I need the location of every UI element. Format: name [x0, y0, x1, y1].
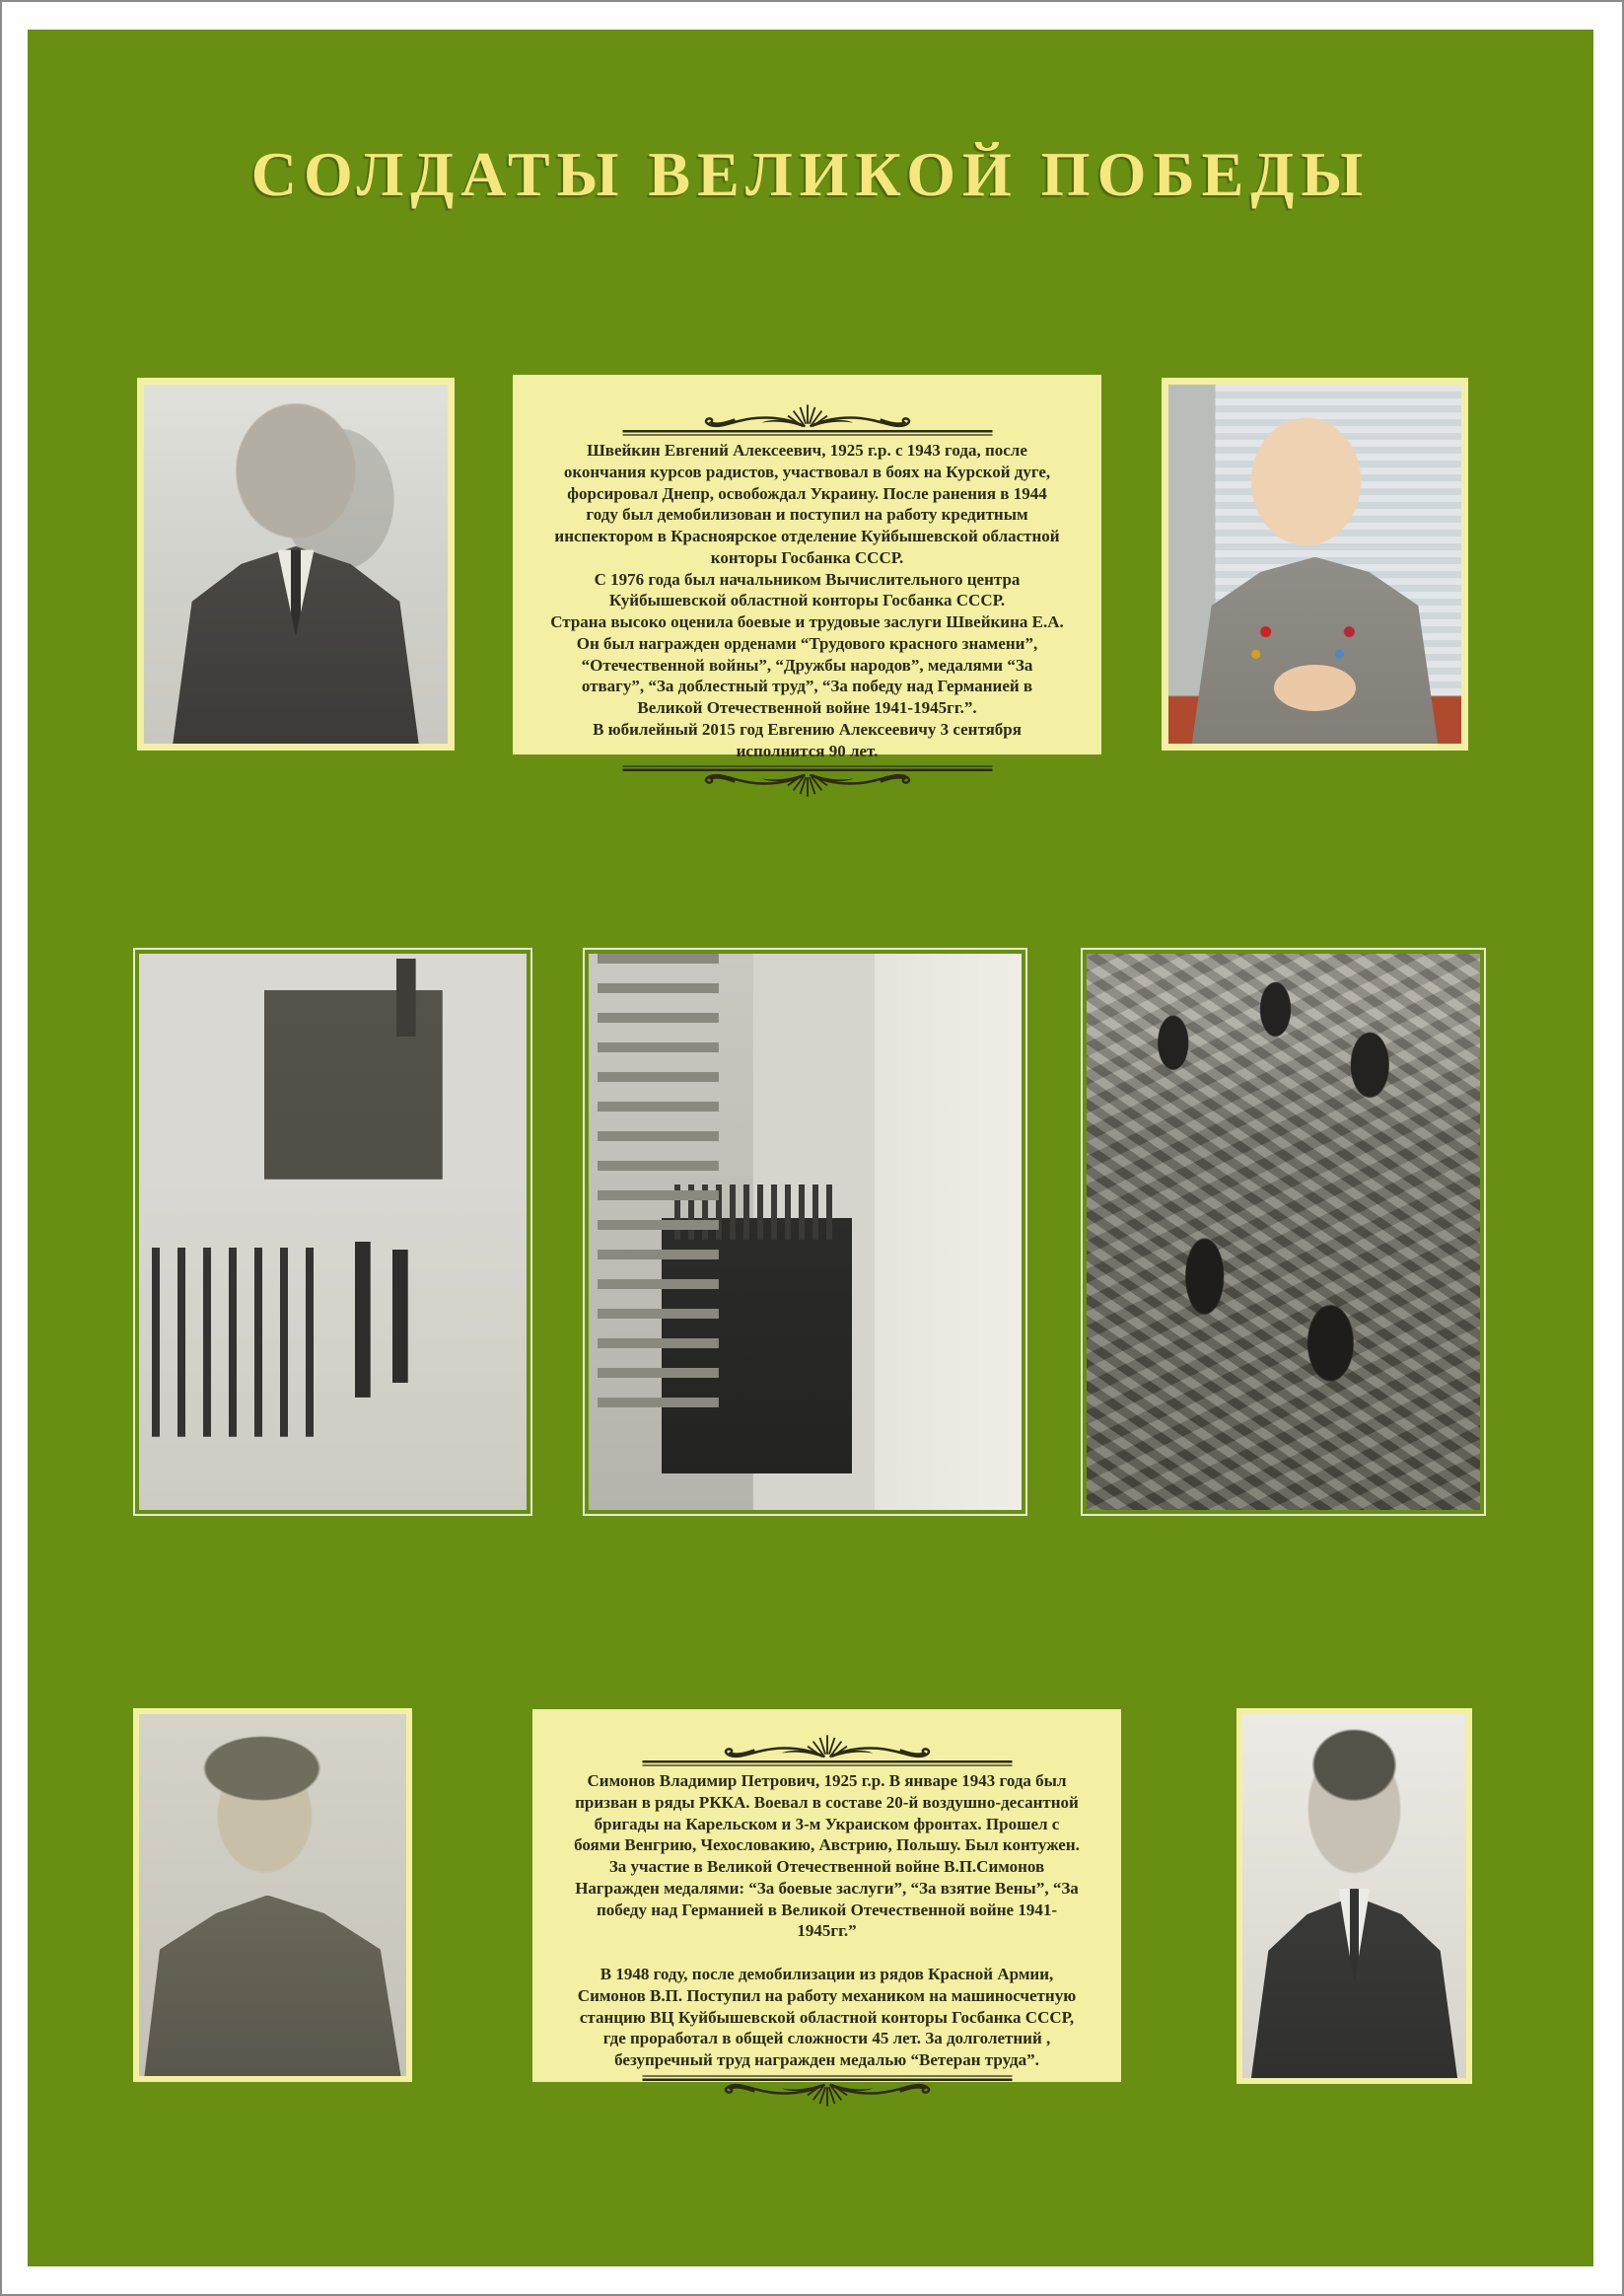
photo-frame-street-lineup	[133, 948, 532, 1516]
ornament-divider-top-icon	[610, 400, 1005, 440]
photo-frame-simonov-young	[133, 1708, 412, 2082]
bio-paragraph: В юбилейный 2015 год Евгению Алексеевичу 3 сентября исполнится 90 лет.	[593, 719, 1022, 760]
photo-frame-simonov-older	[1236, 1708, 1472, 2084]
photo-street-lineup	[139, 954, 527, 1510]
photo-simonov-older-portrait	[1242, 1714, 1466, 2078]
photo-frame-truck-street	[583, 948, 1027, 1516]
photo-truck-street	[589, 954, 1022, 1510]
bio-panel-simonov	[532, 1709, 1121, 2082]
photo-shveykin-2015-portrait	[1168, 385, 1461, 744]
bio-paragraph: С 1976 года был начальником Вычислительного центра Куйбышевской областной конторы Госбанка СССР.	[594, 569, 1021, 610]
bio-text-shveykin	[550, 440, 1064, 761]
ornament-divider-bottom-icon	[630, 2071, 1024, 2111]
photo-frame-shveykin-2015	[1162, 378, 1468, 751]
photo-frame-field-works	[1081, 948, 1486, 1516]
bio-paragraph: Швейкин Евгений Алексеевич, 1925 г.р. с 1943 года, после окончания курсов радистов, участвовал в боях на Курской дуге, форсировал Днепр, освобождал Украину. После ранения в 1944 году был демобилизован и поступил на работу кредитным инспектором в Красноярское отделение Куйбышевской областной конторы Госбанка СССР.	[554, 441, 1060, 567]
ornament-divider-top-icon	[630, 1731, 1024, 1770]
photo-shveykin-archival-portrait	[144, 385, 448, 744]
photo-field-works	[1087, 954, 1480, 1510]
bio-paragraph: Страна высоко оценила боевые и трудовые заслуги Швейкина Е.А. Он был награжден орденами “Трудового красного знамени”, “Отечественной войны”, “Дружбы народов”, медалями “За отвагу”, “За доблестный труд”, “За победу над Германией в Великой Отечественной войне 1941-1945гг.”.	[550, 612, 1064, 717]
ornament-divider-bottom-icon	[610, 761, 1005, 801]
photo-frame-shveykin-archival	[137, 378, 455, 751]
bio-panel-shveykin	[513, 375, 1101, 760]
bio-paragraph: Симонов Владимир Петрович, 1925 г.р. В январе 1943 года был призван в ряды РККА. Воевал в составе 20-й воздушно-десантной бригады на Карельском и 3-м Украиском фронтах. Прошел с боями Венгрию, Чехословакию, Австрию, Польшу. Был контужен. За участие в Великой Отечественной войне В.П.Симонов Награжден медалями: “За боевые заслуги”, “За взятие Вены”, “За победу над Германией в Великой Отечественной войне 1941-1945гг.”	[574, 1771, 1080, 1941]
poster-title: СОЛДАТЫ ВЕЛИКОЙ ПОБЕДЫ	[250, 139, 1371, 209]
bio-text-simonov	[570, 1770, 1084, 2071]
green-board	[28, 30, 1593, 2266]
photo-simonov-young-portrait	[139, 1714, 406, 2076]
bio-paragraph: В 1948 году, после демобилизации из рядов Красной Армии, Симонов В.П. Поступил на работу механиком на машиносчетную станцию ВЦ Куйбышевской областной конторы Госбанка СССР, где проработал в общей сложности 45 лет. За долголетний , безупречный труд награжден медалью “Ветеран труда”.	[577, 1965, 1077, 2069]
